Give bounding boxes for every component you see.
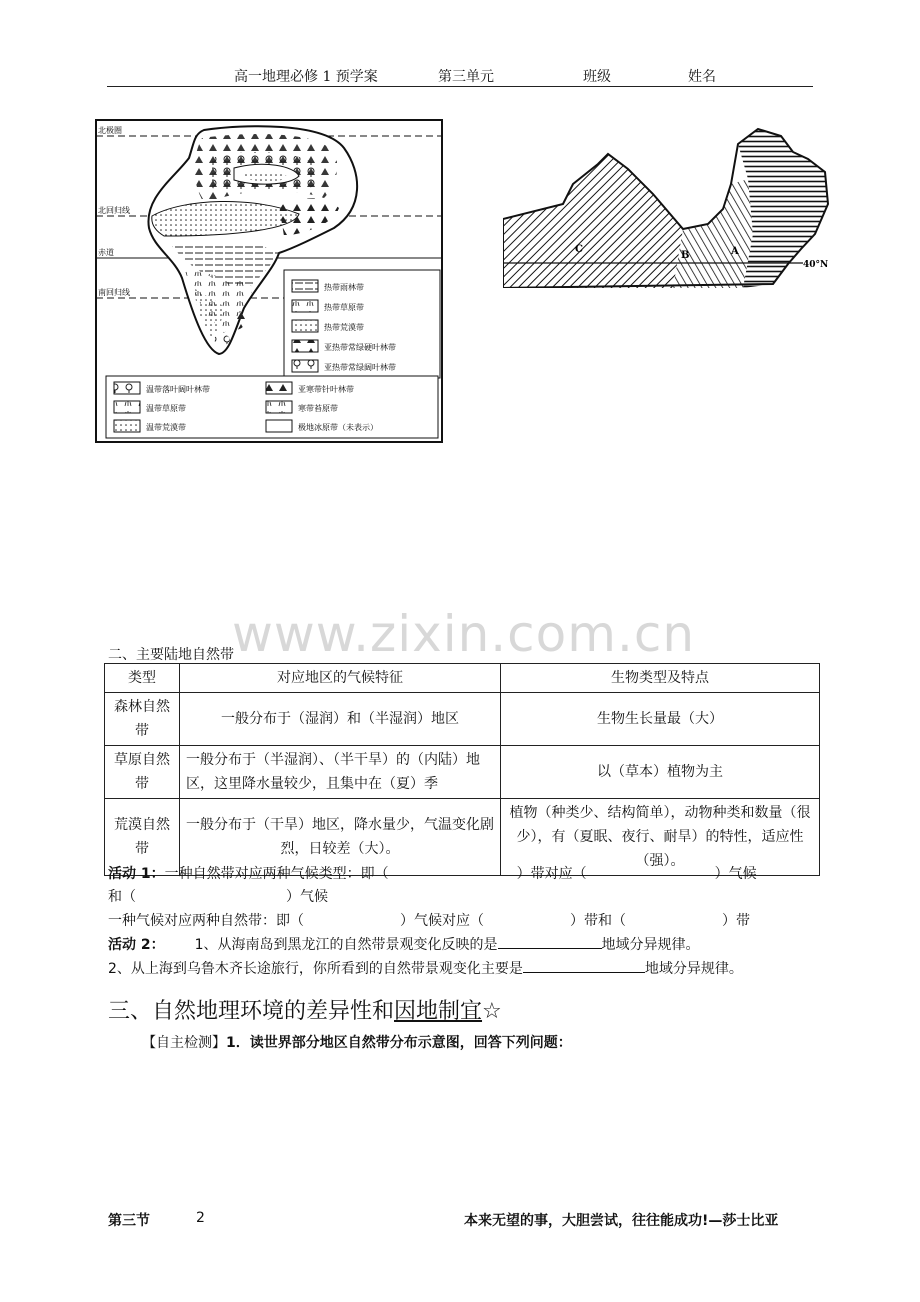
table-row — [105, 746, 820, 799]
activity1-label: 活动 1： — [108, 866, 165, 882]
section3-title-underlined: 因地制宜 — [394, 999, 483, 1024]
self-check-label: 【自主检测】 — [142, 1035, 226, 1051]
lat-tropic-capricorn: 南回归线 — [98, 288, 130, 297]
map-label-b: B — [681, 250, 690, 261]
footer-quote: 本来无望的事，大胆尝试，往往能成功!—莎士比亚 — [464, 1213, 779, 1229]
table-header-cell: 类型 — [105, 664, 180, 693]
legend-item: 寒带苔原带 — [298, 404, 338, 413]
table-cell-type: 荒漠自然带 — [105, 799, 180, 876]
watermark: www.zixin.com.cn — [232, 605, 696, 663]
map-lat-40n: 40°N — [803, 260, 829, 270]
natural-zone-diagram — [94, 118, 444, 444]
activity1-text: ）带对应（ — [516, 866, 587, 882]
activity1-line1 — [108, 863, 757, 883]
table-cell-bio: 生物生长量最（大） — [501, 693, 820, 746]
lat-arctic-circle: 北极圈 — [98, 126, 122, 135]
legend-item: 热带荒漠带 — [324, 323, 364, 332]
activity1-text: ）带和（ — [570, 913, 626, 929]
activity2-label: 活动 2： — [108, 937, 165, 953]
activity1-text: 一种自然带对应两种气候类型：即（ — [164, 866, 389, 882]
legend-item: 亚热带常绿阔叶林带 — [324, 363, 396, 372]
table-header-cell: 对应地区的气候特征 — [180, 664, 501, 693]
footer-page-number: 2 — [196, 1210, 205, 1226]
activity2-line1 — [108, 934, 700, 954]
table-cell-bio: 植物（种类少、结构简单），动物种类和数量（很少），有（夏眠、夜行、耐旱）的特性，适应性（强）。 — [501, 799, 820, 876]
table-header-row — [105, 664, 820, 693]
activity2-text: 2、从上海到乌鲁木齐长途旅行，你所看到的自然带景观变化主要是 — [108, 961, 523, 977]
table-cell-climate: 一般分布于（湿润）和（半湿润）地区 — [180, 693, 501, 746]
legend-item: 极地冰原带（未表示） — [298, 423, 378, 432]
natural-zone-table — [104, 663, 820, 876]
header-unit: 第三单元 — [438, 69, 494, 85]
table-header-cell: 生物类型及特点 — [501, 664, 820, 693]
activity1-text: ）气候 — [714, 866, 757, 882]
activity1-text: ）气候对应（ — [400, 913, 484, 929]
legend-item: 热带草原带 — [324, 303, 364, 312]
legend-item: 温带荒漠带 — [146, 423, 186, 432]
activity2-blank[interactable] — [523, 958, 645, 973]
lat-tropic-cancer: 北回归线 — [98, 206, 130, 215]
map-label-a: A — [731, 246, 739, 257]
self-check-text: 1．读世界部分地区自然带分布示意图，回答下列问题： — [226, 1035, 572, 1051]
self-check — [142, 1032, 572, 1052]
activity2-blank[interactable] — [498, 934, 602, 949]
section3-title — [108, 994, 502, 1025]
header-name-label: 姓名 — [688, 69, 716, 85]
map-label-c: C — [575, 244, 583, 255]
activity1-text: ）带 — [722, 913, 750, 929]
lat-equator: 赤道 — [98, 248, 114, 257]
table-cell-bio: 以（草本）植物为主 — [501, 746, 820, 799]
footer-section: 第三节 — [108, 1213, 150, 1229]
activity1-text: 和（ — [108, 889, 136, 905]
section3-title-text: 三、自然地理环境的差异性和 — [108, 999, 395, 1024]
activity2-line2 — [108, 958, 743, 978]
table-cell-climate: 一般分布于（干旱）地区，降水量少，气温变化剧烈，日较差（大）。 — [180, 799, 501, 876]
table-cell-climate: 一般分布于（半湿润）、（半干旱）的（内陆）地区，这里降水量较少，且集中在（夏）季 — [180, 746, 501, 799]
activity1-line3 — [108, 910, 750, 930]
header-rule — [107, 86, 813, 87]
table-cell-type: 草原自然带 — [105, 746, 180, 799]
activity2-text: 地域分异规律。 — [601, 937, 700, 953]
table-row — [105, 693, 820, 746]
section2-title: 二、主要陆地自然带 — [108, 647, 234, 663]
activity2-text: 地域分异规律。 — [644, 961, 743, 977]
china-north-map — [503, 124, 833, 288]
legend-item: 温带落叶阔叶林带 — [146, 385, 210, 394]
header-course: 高一地理必修 1 预学案 — [234, 69, 378, 85]
star-icon: ☆ — [482, 999, 502, 1024]
legend-item: 温带草原带 — [146, 404, 186, 413]
activity1-text: 一种气候对应两种自然带：即（ — [108, 913, 304, 929]
activity2-text: 1、从海南岛到黑龙江的自然带景观变化反映的是 — [194, 937, 498, 953]
legend-item: 热带雨林带 — [324, 283, 364, 292]
activity1-text: ）气候 — [286, 889, 328, 905]
page-header — [0, 66, 920, 88]
activity1-line2 — [108, 886, 328, 906]
table-cell-type: 森林自然带 — [105, 693, 180, 746]
legend-item: 亚寒带针叶林带 — [298, 385, 354, 394]
legend-item: 亚热带常绿硬叶林带 — [324, 343, 396, 352]
header-class-label: 班级 — [583, 69, 611, 85]
